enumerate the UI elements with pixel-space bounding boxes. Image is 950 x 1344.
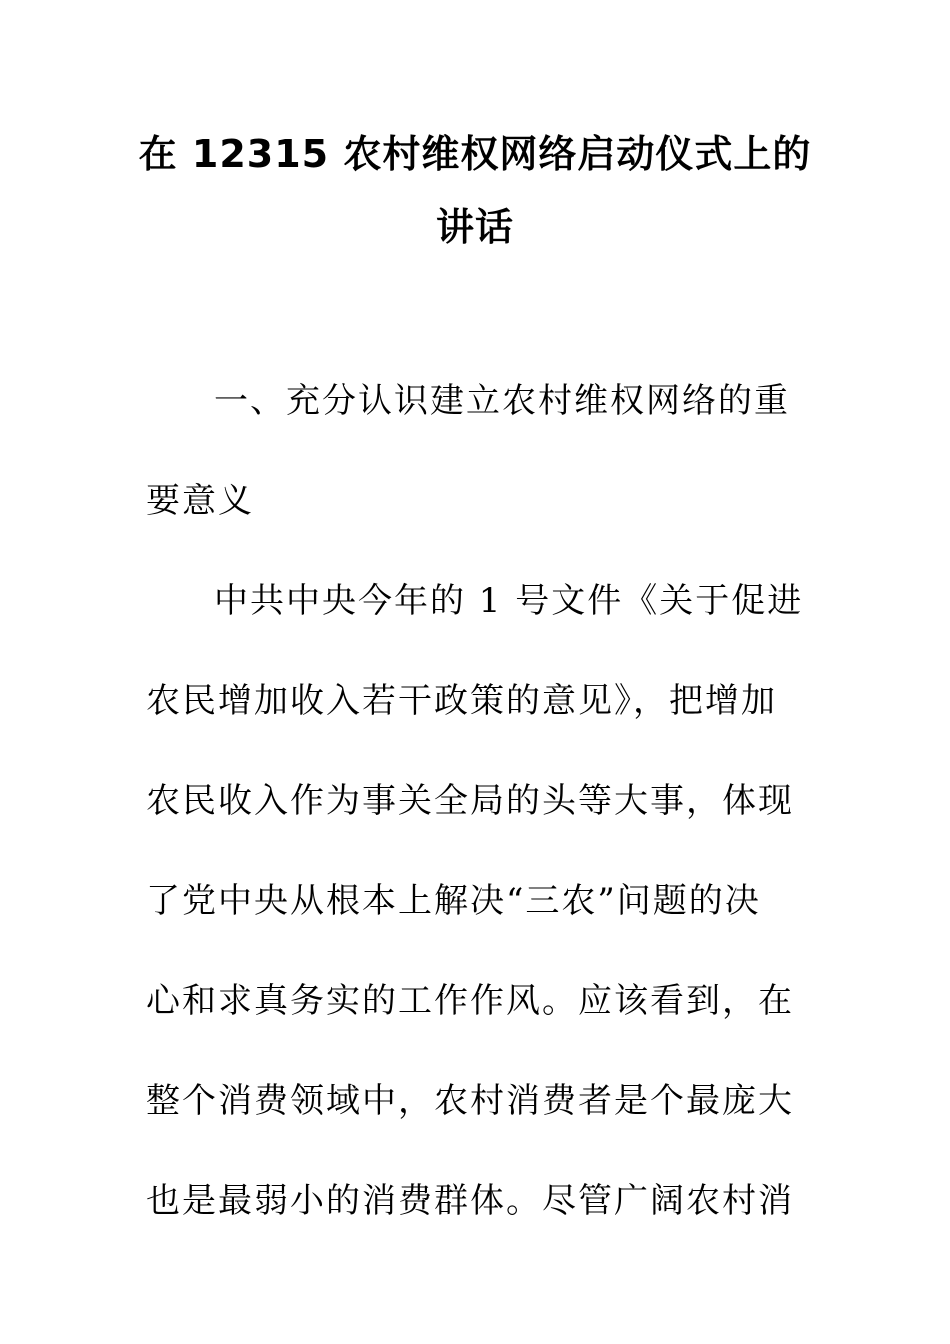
body-line-1: 中共中央今年的 1 号文件《关于促进 xyxy=(214,581,804,621)
body-line-3: 农民收入作为事关全局的头等大事，体现 xyxy=(146,781,794,821)
document-title-line-1: 在 12315 农村维权网络启动仪式上的 xyxy=(138,132,812,176)
section-heading-line-2: 要意义 xyxy=(146,481,254,521)
body-line-7: 也是最弱小的消费群体。尽管广阔农村消 xyxy=(146,1181,794,1221)
body-line-4: 了党中央从根本上解决“三农”问题的决 xyxy=(146,881,761,921)
body-line-6: 整个消费领域中，农村消费者是个最庞大 xyxy=(146,1081,794,1121)
body-line-5: 心和求真务实的工作作风。应该看到，在 xyxy=(146,981,794,1021)
section-heading-line-1: 一、充分认识建立农村维权网络的重 xyxy=(214,381,790,421)
document-title-line-2: 讲话 xyxy=(435,205,514,249)
body-line-2: 农民增加收入若干政策的意见》，把增加 xyxy=(146,681,777,721)
